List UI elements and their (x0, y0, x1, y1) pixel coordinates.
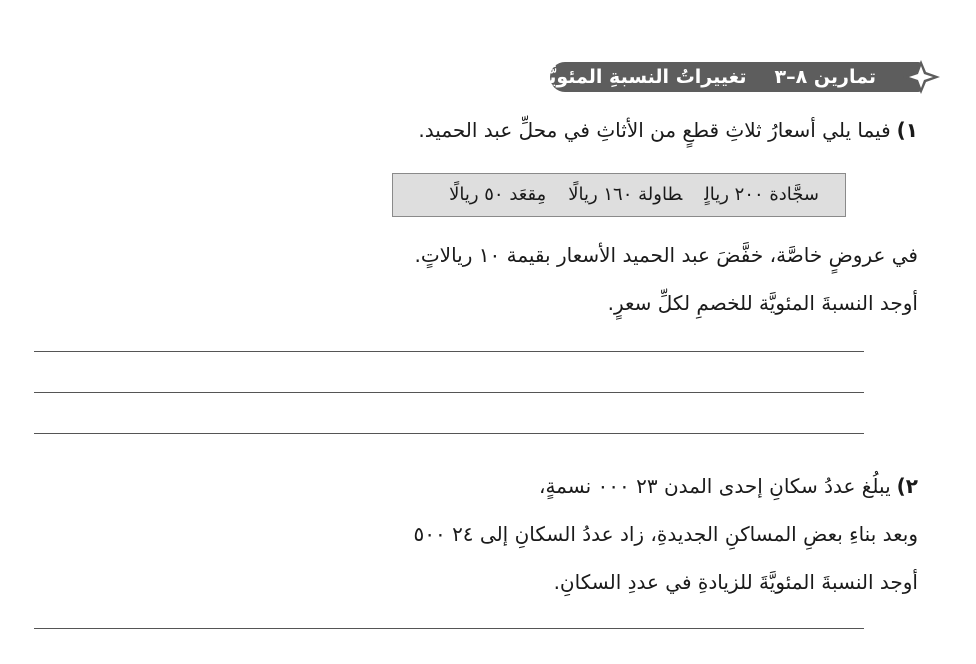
q2-text: يبلُغ عددُ سكانِ إحدى المدن ٢٣ ٠٠٠ نسمةٍ، (539, 474, 891, 498)
answer-line[interactable] (34, 628, 864, 629)
answer-line[interactable] (34, 351, 864, 352)
lesson-label: تمارين ٨–٣ (774, 66, 876, 88)
banner-text (538, 62, 882, 92)
q2-number: ٢) (896, 474, 918, 498)
q1-number: ١) (896, 118, 918, 142)
q1-statement (418, 118, 918, 142)
answer-line[interactable] (34, 433, 864, 434)
price-box (392, 173, 846, 217)
price-item: طاولة ١٦٠ ريالًا (568, 184, 683, 205)
lesson-banner (537, 60, 940, 94)
q1-line2: في عروضٍ خاصَّة، خفَّضَ عبد الحميد الأسعار بقيمة ١٠ ريالاتٍ. (414, 243, 918, 267)
q2-statement (539, 474, 918, 498)
answer-line[interactable] (34, 392, 864, 393)
q1-line3: أوجد النسبةَ المئويَّة للخصمِ لكلِّ سعرٍ. (607, 291, 918, 315)
q2-line2: وبعد بناءِ بعضِ المساكنِ الجديدةِ، زاد عددُ السكانِ إلى ٢٤ ٥٠٠ (413, 522, 918, 546)
q2-line3: أوجد النسبةَ المئويَّةَ للزيادةِ في عددِ السكانِ. (553, 570, 918, 594)
q1-text: فيما يلي أسعارُ ثلاثِ قطعٍ من الأثاثِ في محلِّ عبد الحميد. (418, 118, 891, 142)
price-item: مِقعَد ٥٠ ريالًا (449, 184, 547, 205)
price-item: سجَّادة ٢٠٠ ريالٍ (704, 184, 819, 205)
lesson-title: تغييراتُ النسبةِ المئويَّةِ (537, 66, 747, 88)
four-point-star-icon (902, 60, 940, 94)
